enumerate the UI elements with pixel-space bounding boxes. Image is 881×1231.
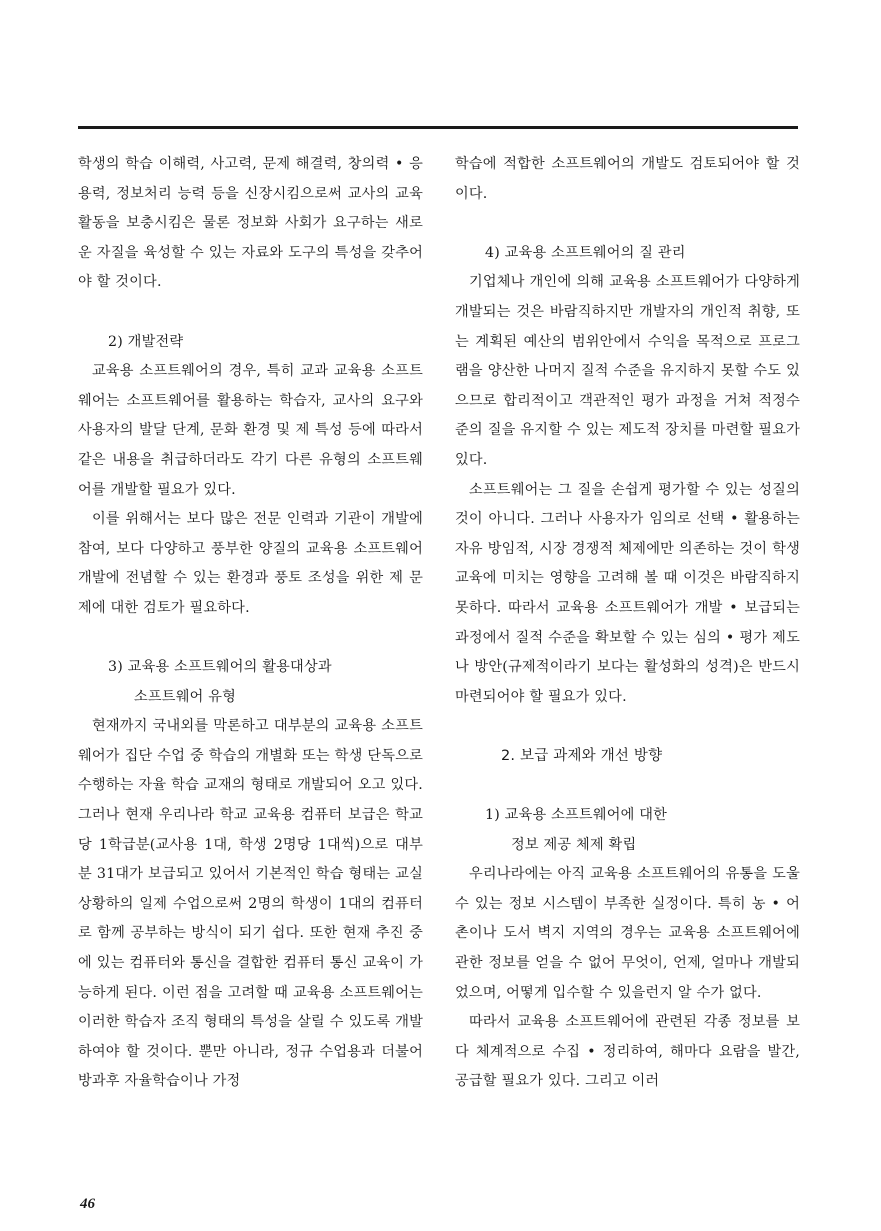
- top-rule: [78, 126, 798, 129]
- paragraph-intro: 학생의 학습 이해력, 사고력, 문제 해결력, 창의력 • 응용력, 정보처리 능력 등을 신장시킴으로써 교사의 교육 활동을 보충시킴은 물론 정보화 사회가 요구하는 새로운 자질을 육성할 수 있는 자료와 도구의 특성을 갖추어야 할 것이다.: [78, 156, 423, 291]
- paragraph-usage-target: 현재까지 국내외를 막론하고 대부분의 교육용 소프트웨어가 집단 수업 중 학습의 개별화 또는 학생 단독으로 수행하는 자율 학습 교재의 형태로 개발되어 오고 있다. 그러나 현재 우리나라 학교 교육용 컴퓨터 보급은 학교당 1학급분(교사용 1대, 학생 2명당 1대씩)으로 대부분 31대가 보급되고 있어서 기본적인 학습 형태는 교실 상황하의 일제 수업으로써 2명의 학생이 1대의 컴퓨터로 함께 공부하는 방식이 되기 쉽다. 또한 현재 추진 중에 있는 컴퓨터와 통신을 결합한 컴퓨터 통신 교육이 가능하게 된다. 이런 점을 고려할 때 교육용 소프트웨어는 이러한 학습자 조직 형태의 특성을 살릴 수 있도록 개발하여야 할 것이다. 뿐만 아니라, 정규 수업용과 더불어 방과후 자율학습이나 가정: [78, 718, 423, 1090]
- heading-info-system-line2: 정보 제공 체제 확립: [511, 836, 637, 853]
- paragraph-quality-2: 소프트웨어는 그 질을 손쉽게 평가할 수 있는 성질의 것이 아니다. 그러나 사용자가 임의로 선택 • 활용하는 자유 방임적, 시장 경쟁적 체제에만 의존하는 것이 학생 교육에 미치는 영향을 고려해 볼 때 이것은 바람직하지 못하다. 따라서 교육용 소프트웨어가 개발 • 보급되는 과정에서 질적 수준을 확보할 수 있는 심의 • 평가 제도나 방안(규제적이라기 보다는 활성화의 성격)은 반드시 마련되어야 할 필요가 있다.: [455, 481, 800, 705]
- spacer: [455, 209, 800, 239]
- page-number: 46: [80, 1196, 95, 1212]
- left-column: [78, 150, 423, 1097]
- section-title-distribution: 2. 보급 과제와 개선 방향: [501, 747, 663, 764]
- paragraph-info-system-1: 우리나라에는 아직 교육용 소프트웨어의 유통을 도울 수 있는 정보 시스템이 부족한 실정이다. 특히 농 • 어촌이나 도서 벽지 지역의 경우는 교육용 소프트웨어에 관한 정보를 얻을 수 없어 무엇이, 언제, 얼마나 개발되었으며, 어떻게 입수할 수 있을런지 알 수가 없다.: [455, 866, 800, 1001]
- spacer: [78, 298, 423, 328]
- paragraph-strategy-1: 교육용 소프트웨어의 경우, 특히 교과 교육용 소프트웨어는 소프트웨어를 활용하는 학습자, 교사의 요구와 사용자의 발달 단계, 문화 환경 및 제 특성 등에 따라서 같은 내용을 취급하더라도 각기 다른 유형의 소프트웨어를 개발할 필요가 있다.: [78, 363, 423, 498]
- paragraph-strategy-2: 이를 위해서는 보다 많은 전문 인력과 기관이 개발에 참여, 보다 다양하고 풍부한 양질의 교육용 소프트웨어 개발에 전념할 수 있는 환경과 풍토 조성을 위한 제 문제에 대한 검토가 필요하다.: [78, 511, 423, 616]
- paragraph-info-system-2: 따라서 교육용 소프트웨어에 관련된 각종 정보를 보다 체계적으로 수집 • 정리하여, 해마다 요람을 발간, 공급할 필요가 있다. 그리고 이러: [455, 1014, 800, 1090]
- spacer: [455, 771, 800, 801]
- heading-info-system-line1: 1) 교육용 소프트웨어에 대한: [485, 807, 668, 824]
- right-column: [455, 150, 800, 1097]
- spacer: [78, 624, 423, 654]
- heading-usage-target-line2: 소프트웨어 유형: [134, 688, 237, 705]
- heading-usage-target-line1: 3) 교육용 소프트웨어의 활용대상과: [108, 659, 332, 676]
- spacer: [455, 712, 800, 742]
- paragraph-quality-1: 기업체나 개인에 의해 교육용 소프트웨어가 다양하게 개발되는 것은 바람직하지만 개발자의 개인적 취향, 또는 계획된 예산의 범위안에서 수익을 목적으로 프로그램을 양산한 나머지 질적 수준을 유지하지 못할 수도 있으므로 합리적이고 객관적인 평가 과정을 거쳐 적정수준의 질을 유지할 수 있는 제도적 장치를 마련할 필요가 있다.: [455, 274, 800, 468]
- heading-quality-management: 4) 교육용 소프트웨어의 질 관리: [485, 244, 686, 261]
- heading-development-strategy: 2) 개발전략: [108, 333, 184, 350]
- paragraph-continued: 학습에 적합한 소프트웨어의 개발도 검토되어야 할 것이다.: [455, 156, 800, 202]
